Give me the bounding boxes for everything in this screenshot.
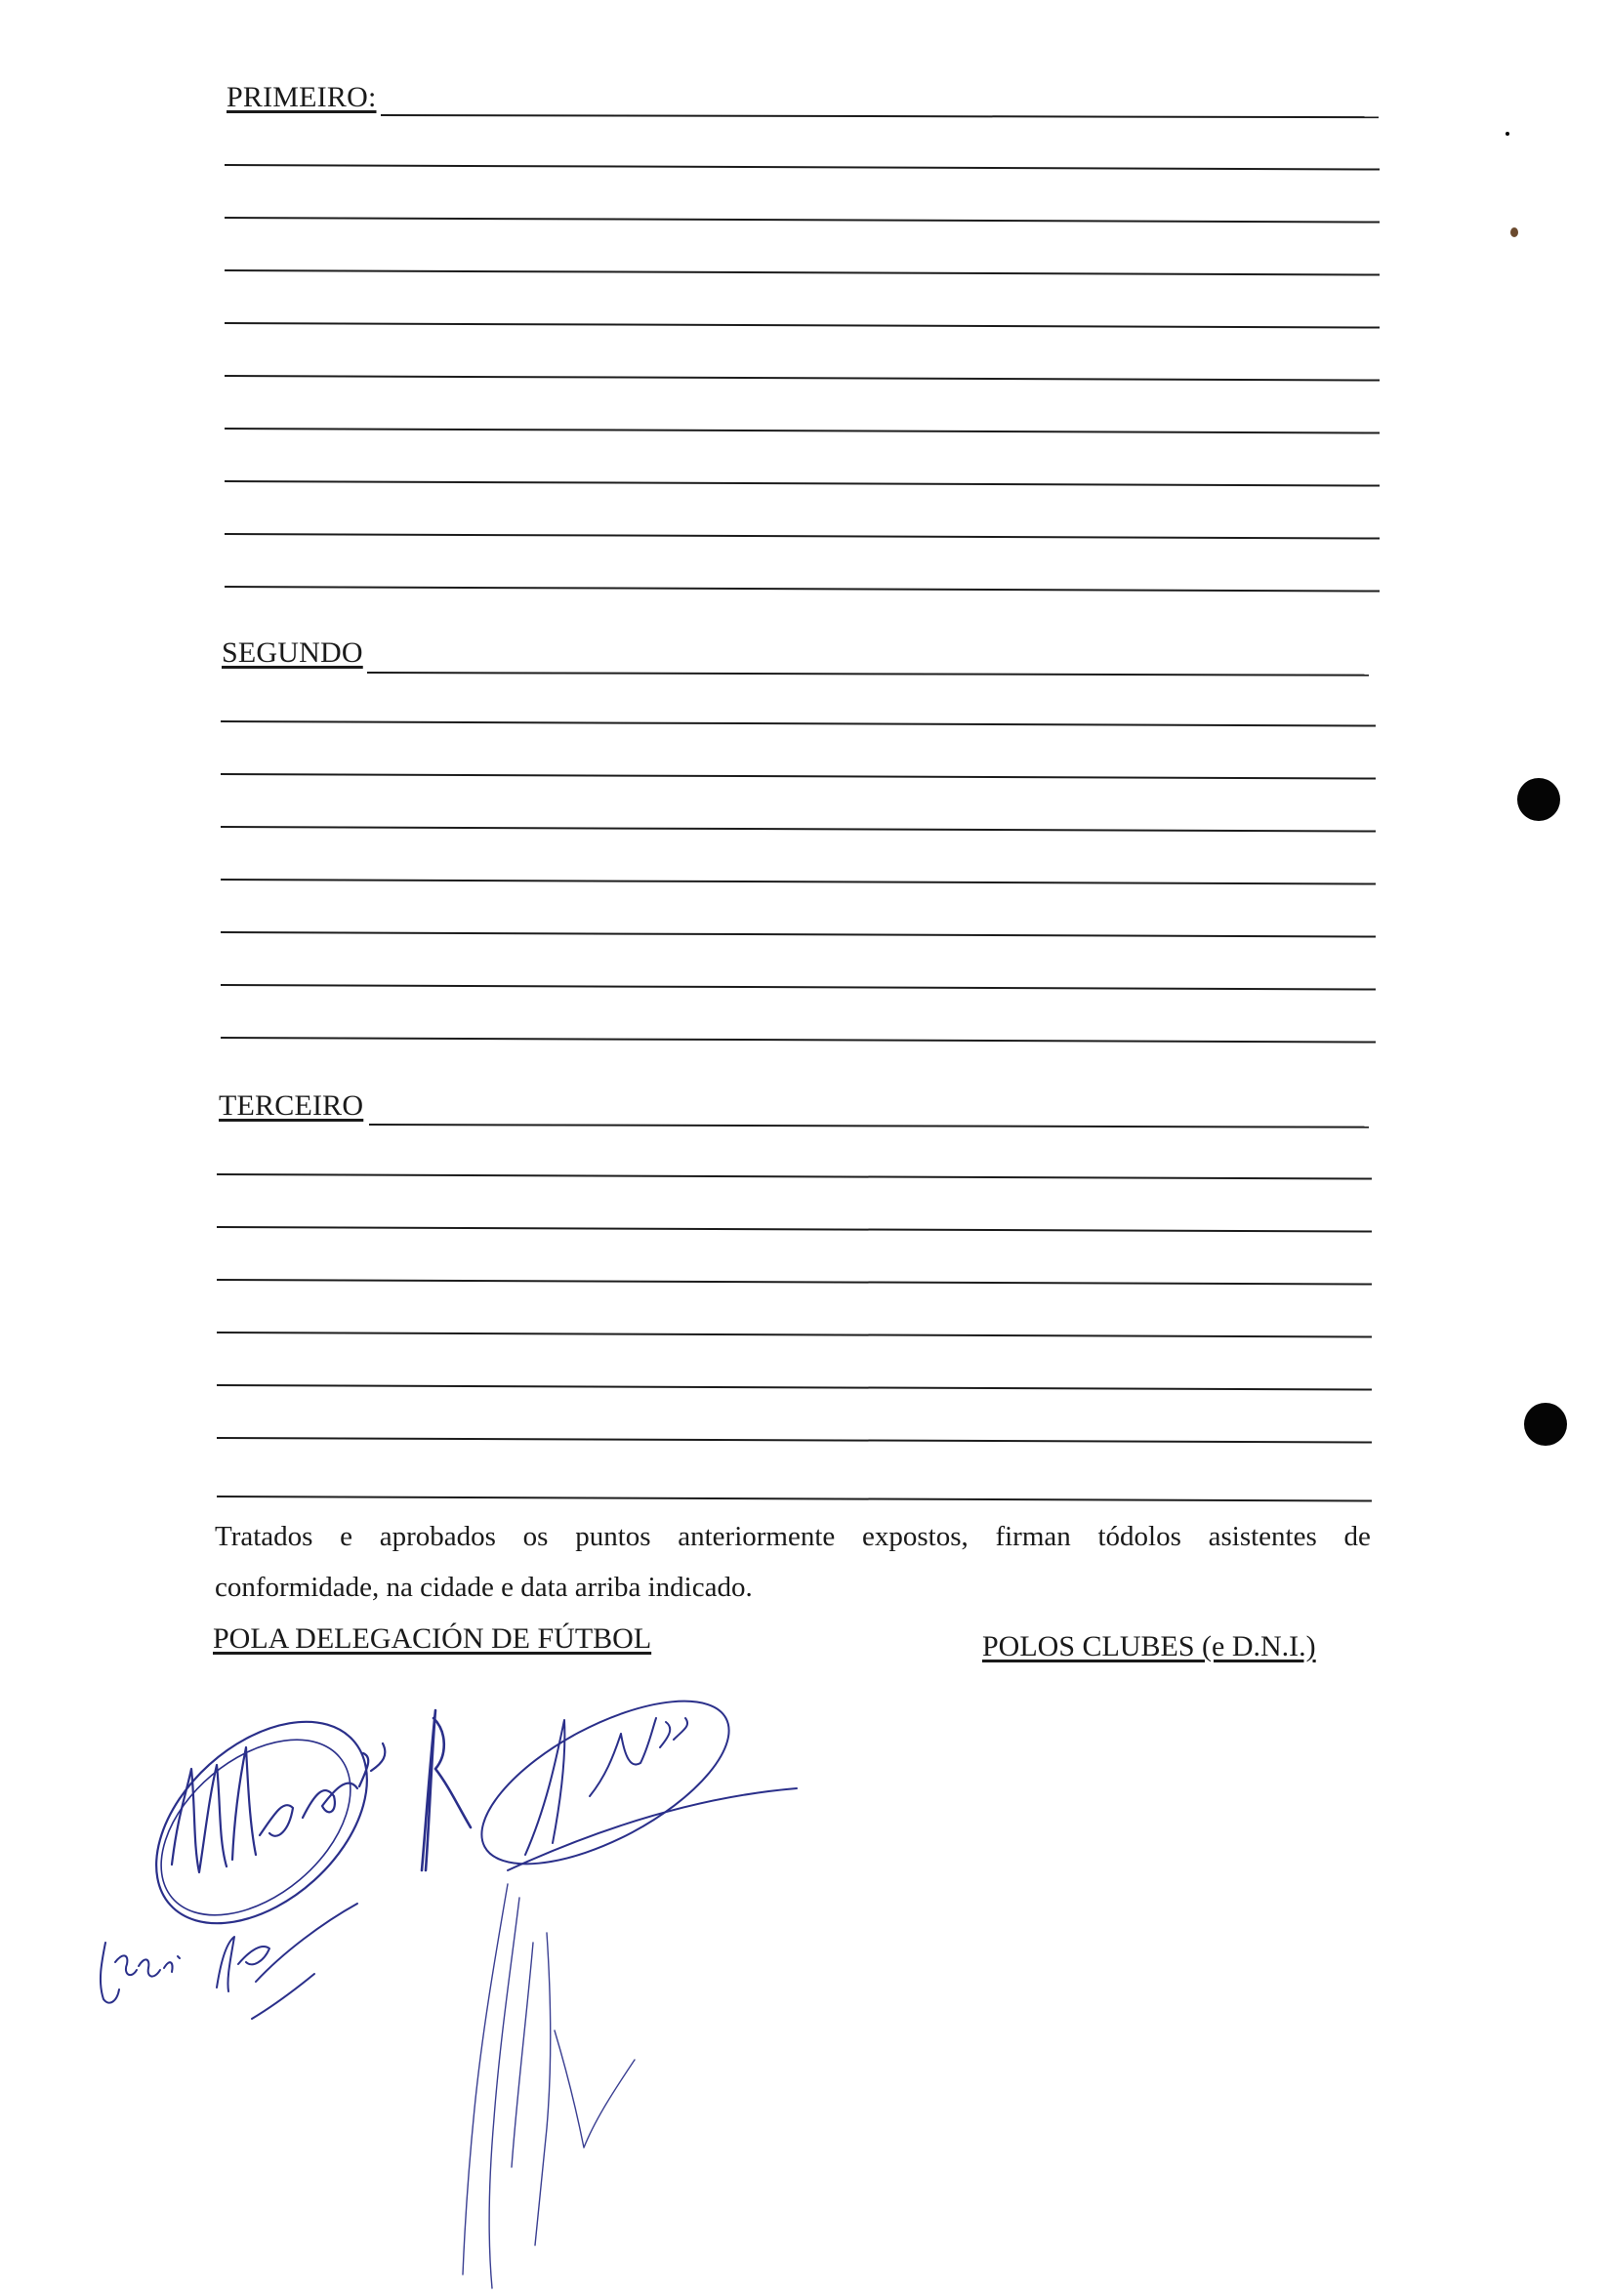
answer-line	[225, 269, 1380, 276]
answer-line	[225, 533, 1380, 540]
answer-line	[225, 375, 1380, 382]
answer-line	[369, 1124, 1369, 1128]
closing-line-2: conformidade, na cidade e data arriba indicado.	[215, 1572, 753, 1603]
signature-label-clubs: POLOS CLUBES (e D.N.I.)	[982, 1630, 1316, 1662]
signature-mbarreiro	[118, 1682, 405, 1963]
answer-line	[221, 1037, 1376, 1044]
answer-line	[367, 672, 1369, 676]
answer-line	[217, 1279, 1372, 1286]
answer-line	[225, 428, 1380, 434]
answer-line	[221, 773, 1376, 780]
binder-hole	[1517, 778, 1560, 821]
answer-line	[217, 1173, 1372, 1180]
closing-word: aprobados	[379, 1521, 496, 1552]
answer-line	[217, 1226, 1372, 1233]
scan-speck	[1506, 132, 1509, 136]
answer-line	[221, 720, 1376, 727]
closing-word: os	[522, 1521, 549, 1552]
answer-line	[221, 931, 1376, 938]
closing-word: e	[340, 1521, 353, 1552]
answer-line	[217, 1332, 1372, 1338]
section-heading-primeiro: PRIMEIRO:	[227, 81, 377, 113]
answer-line	[225, 586, 1380, 593]
answer-line	[221, 984, 1376, 991]
answer-line	[225, 322, 1380, 329]
signature-jesus	[101, 1904, 357, 2019]
closing-word: anteriormente	[678, 1521, 836, 1552]
signature-label-delegation: POLA DELEGACIÓN DE FÚTBOL	[213, 1622, 652, 1655]
closing-word: puntos	[575, 1521, 651, 1552]
scan-speck	[1510, 227, 1518, 237]
signature-r	[422, 1710, 471, 1870]
answer-line	[221, 879, 1376, 885]
signature-afernandez	[458, 1668, 797, 1897]
answer-line	[221, 826, 1376, 833]
answer-line	[217, 1496, 1372, 1502]
closing-paragraph	[215, 1511, 1371, 1613]
closing-word: Tratados	[215, 1521, 313, 1552]
section-heading-segundo: SEGUNDO	[222, 636, 363, 669]
answer-line	[217, 1437, 1372, 1444]
closing-word: asistentes	[1208, 1521, 1317, 1552]
closing-line-1	[215, 1511, 1371, 1562]
answer-line	[225, 480, 1380, 487]
binder-hole	[1524, 1403, 1567, 1446]
closing-word: de	[1343, 1521, 1371, 1552]
answer-line	[225, 164, 1380, 171]
section-heading-terceiro: TERCEIRO	[219, 1089, 364, 1122]
signature-tall	[463, 1884, 635, 2288]
closing-word: expostos,	[862, 1521, 969, 1552]
closing-word: tódolos	[1097, 1521, 1181, 1552]
answer-line	[381, 114, 1379, 118]
closing-word: firman	[995, 1521, 1071, 1552]
answer-line	[217, 1384, 1372, 1391]
answer-line	[225, 217, 1380, 224]
